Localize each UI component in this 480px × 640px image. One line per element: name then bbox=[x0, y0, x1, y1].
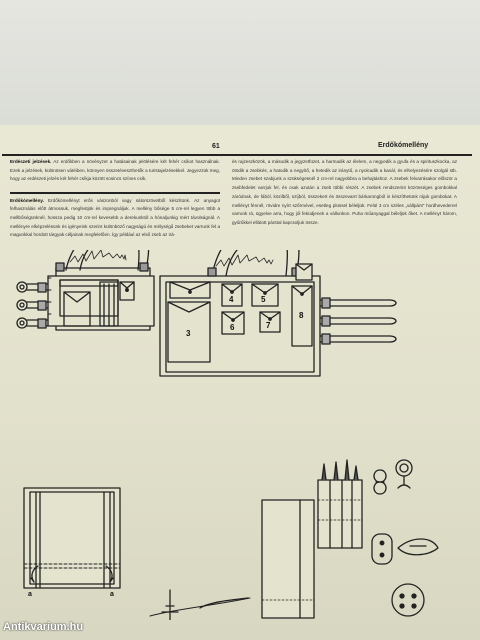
pocket-number-4: 4 bbox=[229, 295, 234, 304]
background-above-page bbox=[0, 0, 480, 125]
pocket-number-7: 7 bbox=[266, 321, 271, 330]
right-ring-straps bbox=[320, 298, 396, 344]
text-column-left bbox=[10, 158, 220, 240]
pocket-number-8: 8 bbox=[299, 311, 304, 320]
right-vest-panel bbox=[160, 250, 320, 376]
erdokomelleny-title: Erdőkómellény. bbox=[10, 197, 44, 203]
watermark-logo: Antikvarium.hu bbox=[3, 621, 84, 633]
strap-detail bbox=[262, 500, 314, 618]
sewing-foot bbox=[150, 590, 250, 620]
section-title: Erdőkómellény bbox=[378, 142, 429, 149]
paragraph-rule bbox=[10, 192, 220, 193]
button-details bbox=[372, 460, 438, 616]
hem-detail bbox=[24, 488, 120, 588]
erdeszeti-jelzesek-title: Erdészeti jelzések. bbox=[10, 159, 52, 164]
erdokomelleny-text: Erdőkómellényt erős vászonból vagy sátorszövetből készítünk. Az anyagot felhasználás előtt átmossuk, megfestjük és impregnáljuk. A mellény bősége 5 cm-rel legyen több a mellbőségünknél, hossza pedig 10 cm-rel kevesebb a derekunktól a hónaljunkig mért távolságnál. A mellényre elképzelésünk és igényeink szerint különböző nagyságú és mélységű zsebeket varrunk fel a magunkkal hordott tárgyak céljainak megfelelően. Így például az első zseb az irá- bbox=[10, 197, 220, 238]
erdeszeti-jelzesek-text: Az erdőkben a növényzet a hatásainak jelölésére két fehér csíkot használnak. Ezek a jelzések, különösen vátéiben, könnyen összetéveszthetők a turistajelzésekkel. Jegyezzük meg, hogy az erdészeti jelzés két fehér csíkja között sosincs színes csík. bbox=[10, 159, 220, 182]
vest-diagram bbox=[0, 250, 480, 620]
pencil-pocket bbox=[318, 460, 362, 548]
header-rule bbox=[2, 154, 472, 156]
left-vest-panel bbox=[48, 250, 154, 330]
continued-text: és rajzeszközök, a második a jegyzetfüzet, a harmadik az élelem, a negyedik a gyufa és a spirituszkocka, az ötödik a zsebkés, a hatodik a negyítő, a hetedik az iránytű, a nyolcadik a kanál, és elhelyezésére szolgál stb. Minden zsebet szabjunk a szükségesnél 2 cm-rel nagyobbra a behajtáshoz. A zsebek felvarrásakor először a zsebfedelet varrjuk fel, és csak azután a zseb többi részét. A zsebek rendszerint közönséges gombokkal záródnak, de fából, közilből, szíjból, összekert és összevarrt bárkarongból is készíthetünk rájuk gombokat. A mellényt fénnél, rövidre nyírt szőrmével, esetleg plüssel béleljük. Felül 3 cm széles „vállpánt" hordhevederrel varrunk rá, ügyelve arra, hogy jól feküdjenek a vállunkon. Puha műanyaggal béleljük őket. A mellényt három, gyűrűkkel ellátott pánttal kapcsoljuk össze. bbox=[232, 159, 457, 225]
pocket-number-3: 3 bbox=[186, 329, 191, 338]
stitch-label-right: a bbox=[110, 591, 114, 598]
left-ring-straps bbox=[17, 282, 48, 328]
pocket-number-5: 5 bbox=[261, 295, 266, 304]
page-number: 61 bbox=[212, 143, 220, 150]
stitch-label-left: a bbox=[28, 591, 32, 598]
pocket-number-6: 6 bbox=[230, 323, 235, 332]
text-column-right bbox=[232, 158, 457, 228]
